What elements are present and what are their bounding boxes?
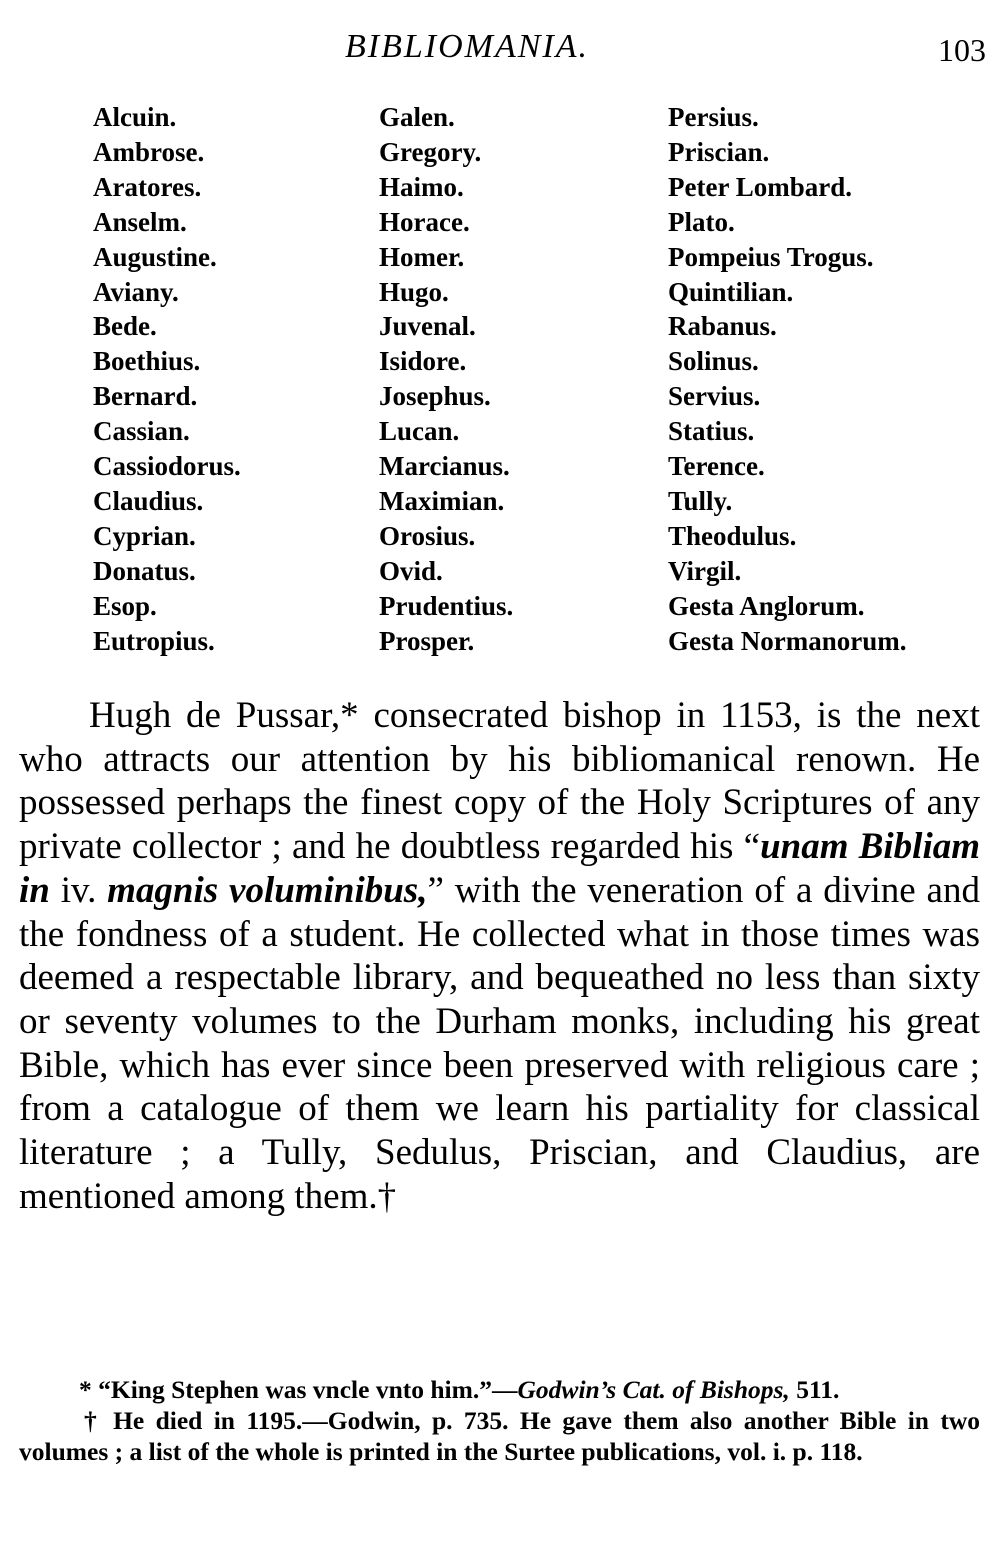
footnote-1 [19,1374,980,1405]
footnotes [19,1374,980,1467]
paragraph-italic-1: unam Bibliam in [19,826,980,911]
author-entry: Cyprian. [93,520,196,551]
author-entry: Peter Lombard. [668,171,852,202]
footnote-2 [19,1405,980,1467]
author-entry: Ovid. [379,555,443,586]
author-entry: Juvenal. [379,311,476,342]
author-entry: Augustine. [93,241,217,272]
footnote-2-text: † He died in 1195.—Godwin, p. 735. He gave them also another Bible in two volumes ; a list of the whole is printed in the Surtee publications, vol. i. p. 118. [19,1406,980,1466]
author-column-3 [668,100,906,659]
author-column-2 [379,100,513,659]
footnote-1-citation: Godwin’s Cat. of Bishops, [517,1375,790,1404]
author-entry: Priscian. [668,136,770,167]
author-entry: Aviany. [93,276,179,307]
author-entry: Tully. [668,485,733,516]
author-list [93,100,993,660]
author-entry: Haimo. [379,171,464,202]
footnote-1-text: * “King Stephen was vncle vnto him.”— [79,1375,518,1404]
footnote-1-end: 511. [789,1375,840,1404]
author-entry: Gregory. [379,136,482,167]
author-entry: Statius. [668,416,755,447]
paragraph-italic-2: magnis voluminibus, [107,869,428,911]
running-head [0,28,1000,78]
author-entry: Esop. [93,590,157,621]
author-entry: Maximian. [379,485,505,516]
author-entry: Alcuin. [93,102,177,132]
author-entry: Eutropius. [93,625,215,656]
author-entry: Orosius. [379,520,476,551]
author-entry: Bede. [93,311,157,342]
author-entry: Terence. [668,451,765,482]
author-entry: Galen. [379,102,455,132]
author-entry: Horace. [379,206,470,237]
author-entry: Lucan. [379,416,460,447]
author-column-1 [93,100,241,659]
author-entry: Solinus. [668,346,759,377]
author-entry: Boethius. [93,346,201,377]
paragraph-text-1: Hugh de Pussar,* consecrated bishop in 1153, is the next who attracts our attention by his bibliomanical renown. He possessed perhaps the finest copy of the Holy Scriptures of any private collector ; and he doubtless regarded his “ [19,695,980,868]
author-entry: Persius. [668,102,759,132]
running-title: BIBLIOMANIA. [345,28,590,65]
paragraph-text-2: iv. [49,869,108,911]
author-entry: Prosper. [379,625,475,656]
author-entry: Gesta Anglorum. [668,590,865,621]
paragraph-text-3: ” with the veneration of a divine and the fondness of a student. He collected what in those times was deemed a respectable library, and bequeathed no less than sixty or seventy volumes to the Durham monks, including his great Bible, which has ever since been preserved with religious care ; from a catalogue of them we learn his partiality for classical literature ; a Tully, Sedulus, Priscian, and Claudius, are mentioned among them.† [19,869,980,1217]
author-entry: Plato. [668,206,735,237]
page-number: 103 [938,32,986,68]
author-entry: Cassian. [93,416,190,447]
author-entry: Donatus. [93,555,196,586]
author-entry: Anselm. [93,206,187,237]
author-entry: Aratores. [93,171,202,202]
author-entry: Homer. [379,241,465,272]
author-entry: Claudius. [93,485,204,516]
author-entry: Bernard. [93,381,198,412]
author-entry: Marcianus. [379,451,510,482]
author-entry: Ambrose. [93,136,205,167]
author-entry: Josephus. [379,381,491,412]
author-entry: Hugo. [379,276,449,307]
body-paragraph [19,694,980,1218]
author-entry: Theodulus. [668,520,797,551]
author-entry: Gesta Normanorum. [668,625,907,656]
author-entry: Virgil. [668,555,742,586]
author-entry: Prudentius. [379,590,514,621]
author-entry: Cassiodorus. [93,451,241,482]
author-entry: Servius. [668,381,761,412]
author-entry: Rabanus. [668,311,777,342]
author-entry: Isidore. [379,346,467,377]
author-entry: Pompeius Trogus. [668,241,874,272]
author-entry: Quintilian. [668,276,794,307]
